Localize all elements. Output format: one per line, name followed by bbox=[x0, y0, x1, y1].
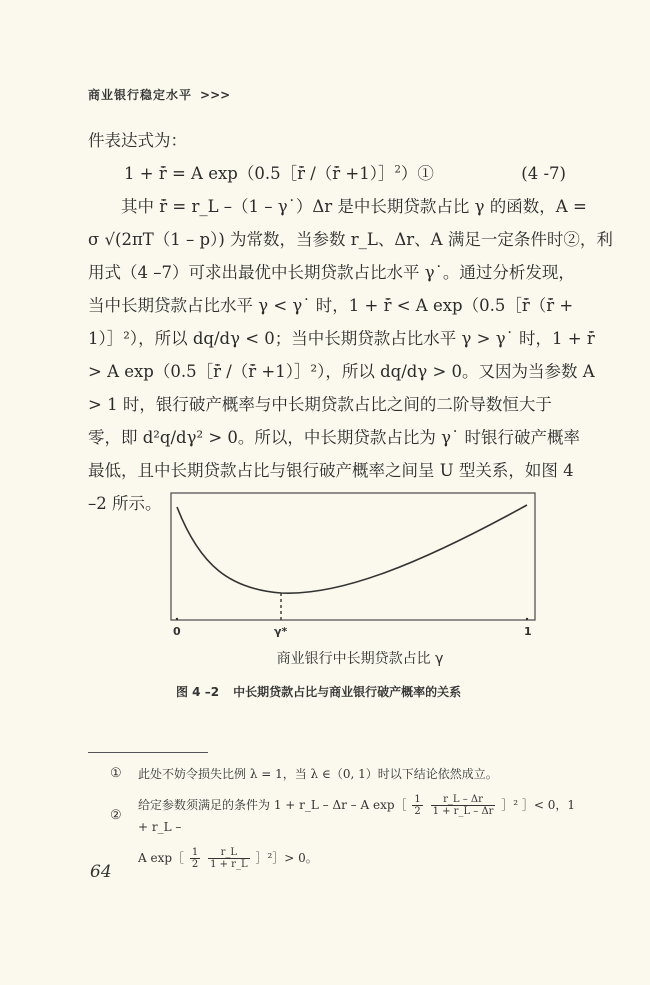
fraction-half bbox=[412, 794, 422, 817]
footnote-2-continuation bbox=[110, 847, 580, 870]
fraction-ratio bbox=[431, 794, 496, 817]
equation-exponent: 2 bbox=[394, 164, 401, 176]
figure-caption bbox=[176, 683, 461, 700]
footnote-2 bbox=[110, 794, 580, 837]
paragraph-line: > A exp（0.5［r̄̇ /（r̄̇ +1）］²），所以 dq/dγ > 0。又因为当参数 A bbox=[88, 362, 595, 381]
u-curve-chart bbox=[160, 486, 560, 636]
equation-tail: ）① bbox=[400, 164, 434, 183]
paragraph-line: 1）］²），所以 dq/dγ < 0；当中长期贷款占比水平 γ > γ˙ 时，1 + r̄̇ bbox=[88, 329, 595, 348]
fraction-denominator: 2 bbox=[414, 806, 421, 817]
x-tick-1: 1 bbox=[524, 625, 532, 638]
equation-rhs: A exp（0.5［r̄̇ /（r̄̇ +1）］ bbox=[191, 164, 395, 183]
paragraph-line: 用式（4 –7）可求出最优中长期贷款占比水平 γ˙。通过分析发现， bbox=[88, 263, 575, 282]
footnote-divider bbox=[88, 752, 208, 753]
fraction-numerator: r_L bbox=[208, 847, 250, 859]
footnote-2-mark: ② bbox=[110, 808, 122, 823]
paragraph-line: 零，即 d²q/dγ² > 0。所以，中长期贷款占比为 γ˙ 时银行破产概率 bbox=[88, 428, 580, 447]
figure-number: 图 4 –2 bbox=[176, 685, 220, 699]
footnote-2-cont-suffix: ］²］> 0。 bbox=[255, 851, 318, 865]
fraction-denominator: 2 bbox=[191, 859, 199, 870]
body-text bbox=[88, 124, 613, 520]
running-head-title: 商业银行稳定水平 bbox=[88, 88, 193, 102]
equation-4-7 bbox=[88, 157, 570, 190]
fraction-denominator: 1 + r_L – Δr bbox=[432, 806, 494, 817]
footnote-1-text: 此处不妨令损失比例 λ = 1，当 λ ∈（0, 1）时以下结论依然成立。 bbox=[138, 767, 498, 781]
text-line-1: 件表达式为： bbox=[88, 131, 187, 150]
running-head-arrows: >>> bbox=[200, 88, 231, 102]
paragraph-line: 最低，且中长期贷款占比与银行破产概率之间呈 U 型关系，如图 4 bbox=[88, 461, 574, 480]
footnote-2-suffix: ］² ］< 0，1 + r_L – bbox=[138, 798, 576, 834]
page-number: 64 bbox=[90, 862, 112, 882]
footnote-1-mark: ① bbox=[110, 766, 122, 781]
fraction-numerator: 1 bbox=[191, 847, 199, 858]
paragraph-line: σ √(2πT（1 – p）) 为常数，当参数 r_L、Δr、A 满足一定条件时②，利 bbox=[88, 230, 613, 249]
paragraph-line: 当中长期贷款占比水平 γ < γ˙ 时，1 + r̄̇ < A exp（0.5［r̄̇（r̄̇ + bbox=[88, 296, 574, 315]
tick-1 bbox=[526, 618, 528, 620]
fraction-numerator: 1 bbox=[414, 794, 421, 805]
fraction-ratio bbox=[208, 847, 250, 870]
figure-4-2 bbox=[160, 486, 560, 696]
equation-lhs: 1 + r̄̇ = bbox=[124, 164, 186, 183]
footnote-2-prefix: 给定参数须满足的条件为 1 + r_L – Δr – A exp［ bbox=[138, 798, 407, 812]
footnote-1 bbox=[110, 764, 580, 784]
paragraph-line: > 1 时，银行破产概率与中长期贷款占比之间的二阶导数恒大于 bbox=[88, 395, 552, 414]
paragraph-line: 其中 r̄̇ = r_L –（1 – γ˙）Δr 是中长期贷款占比 γ 的函数，A = bbox=[121, 197, 587, 216]
x-axis-label: 商业银行中长期贷款占比 γ bbox=[276, 651, 444, 667]
footnotes bbox=[110, 764, 580, 870]
footnote-2-cont-prefix: A exp［ bbox=[138, 851, 185, 865]
fraction-denominator: 1 + r_L bbox=[210, 859, 248, 870]
x-tick-gamma-star: γ* bbox=[274, 625, 288, 638]
x-tick-0: 0 bbox=[173, 625, 181, 638]
tick-0 bbox=[176, 618, 178, 620]
equation-number: (4 -7) bbox=[521, 164, 566, 183]
fraction-half bbox=[190, 847, 200, 870]
figure-caption-text: 中长期贷款占比与商业银行破产概率的关系 bbox=[233, 685, 462, 699]
fraction-numerator: r_L – Δr bbox=[431, 794, 496, 806]
running-head bbox=[88, 86, 230, 103]
paragraph-line: –2 所示。 bbox=[88, 494, 162, 513]
chart-frame bbox=[171, 493, 535, 620]
u-curve bbox=[177, 505, 527, 593]
